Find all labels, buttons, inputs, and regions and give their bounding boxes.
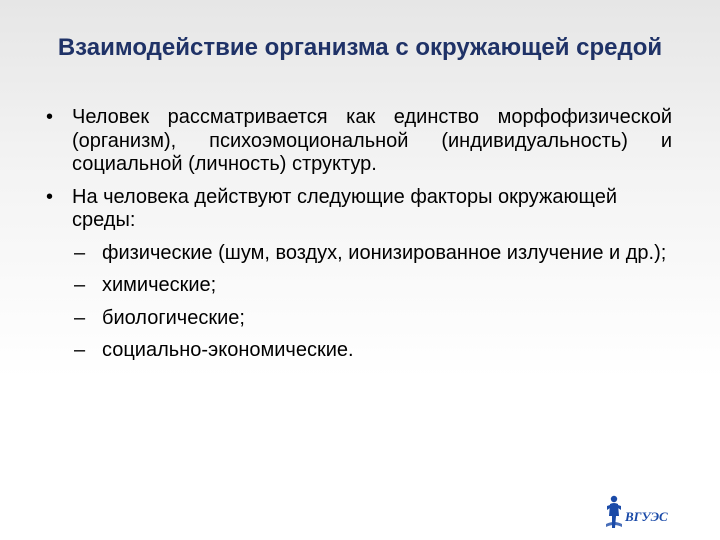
bullet-item-2: [40, 186, 672, 233]
bullet-marker: •: [46, 185, 54, 208]
bullet-item-1: [40, 106, 672, 177]
slide-title: Взаимодействие организма с окружающей средой: [57, 34, 663, 61]
logo-emblem: [606, 496, 622, 528]
bullet-text: Человек рассматривается как единство морфофизической (организм), психоэмоциональной (индивидуальность) и социальной (личность) структур.: [72, 106, 672, 175]
dash-marker: –: [74, 241, 86, 264]
slide-content: [40, 106, 672, 372]
sub-item-physical: [40, 242, 672, 266]
sub-item-socioeconomic: [40, 339, 672, 363]
sub-item-text: химические;: [102, 274, 217, 296]
bullet-text: На человека действуют следующие факторы окружающей среды:: [72, 185, 618, 231]
logo-text: ВГУЭС: [625, 509, 668, 524]
sub-item-biological: [40, 307, 672, 331]
dash-marker: –: [74, 339, 86, 361]
sub-item-chemical: [40, 274, 672, 298]
bullet-marker: •: [46, 106, 54, 128]
dash-marker: –: [74, 274, 86, 296]
university-logo-icon: [604, 494, 674, 532]
sub-item-text: биологические;: [102, 306, 245, 329]
sub-item-text: социально-экономические.: [102, 339, 354, 361]
dash-marker: –: [74, 306, 86, 329]
sub-item-text: физические (шум, воздух, ионизированное излучение и др.);: [102, 241, 667, 264]
